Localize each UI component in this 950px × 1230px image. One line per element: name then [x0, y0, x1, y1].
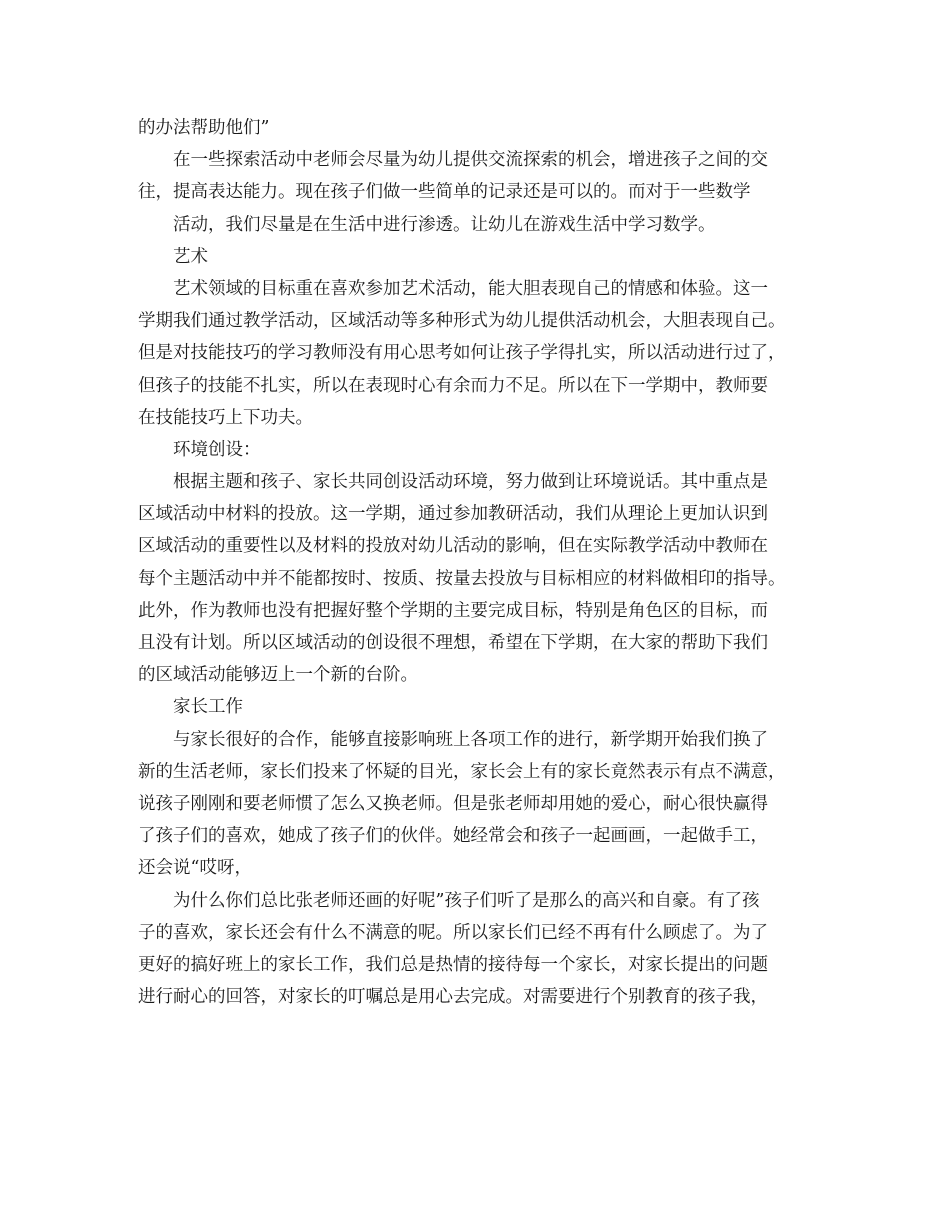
text-line: 往，提高表达能力。现在孩子们做一些简单的记录还是可以的。而对于一些数学: [138, 182, 751, 203]
text-line: 进行耐心的回答，对家长的叮嘱总是用心去完成。对需要进行个别教育的孩子我，: [138, 987, 768, 1008]
text-line: 但孩子的技能不扎实，所以在表现时心有余而力不足。所以在下一学期中，教师要: [138, 375, 768, 396]
text-line: 此外，作为教师也没有把握好整个学期的主要完成目标，特别是角色区的目标，而: [138, 600, 768, 621]
text-line: 说孩子刚刚和要老师惯了怎么又换老师。但是张老师却用她的爱心，耐心很快赢得: [138, 793, 768, 814]
text-line: 为什么你们总比张老师还画的好呢”孩子们听了是那么的高兴和自豪。有了孩: [173, 890, 760, 911]
text-line: 更好的搞好班上的家长工作，我们总是热情的接待每一个家长，对家长提出的问题: [138, 954, 768, 975]
text-line: 且没有计划。所以区域活动的创设很不理想，希望在下学期，在大家的帮助下我们: [138, 633, 768, 653]
text-line: 的办法帮助他们”: [138, 118, 270, 138]
text-line: 环境创设：: [173, 439, 261, 460]
text-line: 的区域活动能够迈上一个新的台阶。: [138, 665, 418, 686]
text-line: 学期我们通过教学活动，区域活动等多种形式为幼儿提供活动机会，大胆表现自己。: [138, 311, 786, 332]
document-body: [138, 112, 828, 1013]
text-line: 还会说“哎呀，: [138, 858, 252, 879]
text-line: 区域活动的重要性以及材料的投放对幼儿活动的影响，但在实际教学活动中教师在: [138, 536, 768, 557]
text-line: 活动，我们尽量是在生活中进行渗透。让幼儿在游戏生活中学习数学。: [173, 214, 716, 235]
text-line: 了孩子们的喜欢，她成了孩子们的伙伴。她经常会和孩子一起画画，一起做手工，: [138, 826, 768, 847]
text-line: 区域活动中材料的投放。这一学期，通过参加教研活动，我们从理论上更加认识到: [138, 504, 768, 525]
text-line: 艺术领域的目标重在喜欢参加艺术活动，能大胆表现自己的情感和体验。这一: [173, 278, 768, 299]
text-line: 在一些探索活动中老师会尽量为幼儿提供交流探索的机会，增进孩子之间的交: [173, 150, 768, 171]
text-line: 但是对技能技巧的学习教师没有用心思考如何让孩子学得扎实，所以活动进行过了，: [138, 343, 786, 364]
text-line: 在技能技巧上下功夫。: [138, 407, 313, 428]
text-line: 根据主题和孩子、家长共同创设活动环境，努力做到让环境说话。其中重点是: [173, 472, 768, 493]
text-line: 家长工作: [173, 697, 243, 718]
text-line: 子的喜欢，家长还会有什么不满意的呢。所以家长们已经不再有什么顾虑了。为了: [138, 922, 768, 943]
text-line: 每个主题活动中并不能都按时、按质、按量去投放与目标相应的材料做相印的指导。: [138, 568, 786, 589]
text-line: 艺术: [173, 246, 208, 267]
text-line: 新的生活老师，家长们投来了怀疑的目光，家长会上有的家长竟然表示有点不满意，: [138, 761, 786, 782]
text-line: 与家长很好的合作，能够直接影响班上各项工作的进行，新学期开始我们换了: [173, 729, 768, 750]
